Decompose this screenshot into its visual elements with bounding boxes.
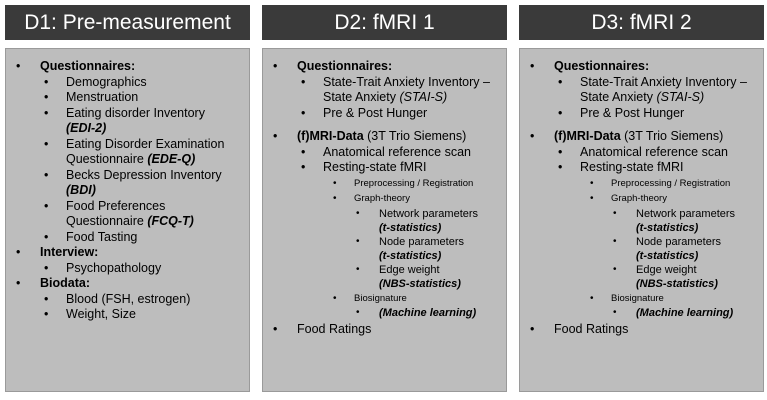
list-item [40, 230, 245, 246]
list-item [323, 176, 502, 192]
list-item [554, 75, 759, 106]
item-label: Biosignature [611, 292, 664, 304]
item-label: Graph-theory [611, 193, 667, 204]
section-label: (f)MRI-Data [554, 129, 621, 143]
column-d2 [262, 5, 507, 392]
item-abbr: (FCQ-T) [147, 214, 194, 228]
list-item [611, 306, 759, 320]
panel-d2 [262, 48, 507, 392]
section-mri [526, 129, 759, 320]
item-abbr: (t-statistics) [379, 221, 442, 234]
list-item [40, 90, 245, 106]
item-abbr: (EDE-Q) [147, 152, 196, 166]
list-item [40, 137, 245, 168]
item-label: Blood (FSH, estrogen) [66, 291, 191, 306]
item-abbr: (t-statistics) [636, 221, 699, 234]
list-item [40, 199, 245, 230]
item-label: Pre & Post Hunger [580, 105, 685, 120]
item-abbr: (NBS-statistics) [379, 277, 461, 290]
list-item [580, 191, 759, 291]
item-label: Preprocessing / Registration [611, 177, 731, 189]
item-label: Food Tasting [66, 229, 138, 244]
list-item [40, 261, 245, 277]
item-abbr: (STAI-S) [399, 90, 448, 104]
list-item [297, 106, 502, 122]
item-label: Food Preferences Questionnaire [66, 198, 166, 228]
section-label: Questionnaires: [40, 59, 136, 73]
item-label: State-Trait Anxiety Inventory – State Anxiety [580, 74, 747, 104]
item-label: Becks Depression Inventory [66, 167, 222, 182]
list-item [40, 292, 245, 308]
item-abbr: (t-statistics) [636, 249, 699, 262]
list-item [40, 106, 245, 137]
header-d3: D3: fMRI 2 [519, 5, 764, 40]
list-item [611, 235, 759, 263]
section-questionnaires [526, 59, 759, 121]
item-abbr: (STAI-S) [656, 90, 705, 104]
list-item [554, 145, 759, 161]
section-questionnaires [269, 59, 502, 121]
item-label: Resting-state fMRI [323, 160, 427, 174]
item-label: Node parameters [636, 235, 721, 248]
item-label: Demographics [66, 74, 147, 89]
item-label: Preprocessing / Registration [354, 177, 474, 189]
item-label: Network parameters [636, 207, 736, 220]
item-abbr: (EDI-2) [66, 121, 107, 135]
list-item [611, 263, 759, 291]
list-item [297, 75, 502, 106]
item-label: Resting-state fMRI [580, 160, 684, 174]
item-label: Menstruation [66, 90, 139, 104]
list-item [354, 235, 502, 263]
column-d3 [519, 5, 764, 392]
header-d1: D1: Pre-measurement [5, 5, 250, 40]
item-abbr: (BDI) [66, 183, 96, 197]
panel-d1 [5, 48, 250, 392]
item-label: Biosignature [354, 292, 407, 304]
item-label: Edge weight [636, 263, 697, 276]
section-sublabel: (3T Trio Siemens) [363, 129, 467, 143]
list-item [40, 307, 245, 323]
column-d1 [5, 5, 250, 392]
section-questionnaires [12, 59, 245, 245]
panel-d3 [519, 48, 764, 392]
list-item [40, 75, 245, 91]
item-label: Pre & Post Hunger [323, 105, 428, 120]
list-item [554, 106, 759, 122]
list-item [323, 191, 502, 291]
list-item [611, 207, 759, 235]
section-food-ratings [526, 322, 759, 338]
section-label: Interview: [40, 245, 99, 259]
section-food-ratings [269, 322, 502, 338]
list-item [354, 207, 502, 235]
section-sublabel: (3T Trio Siemens) [620, 129, 724, 143]
header-d2: D2: fMRI 1 [262, 5, 507, 40]
item-label: Weight, Size [66, 307, 136, 321]
section-interview [12, 245, 245, 276]
item-abbr: (NBS-statistics) [636, 277, 718, 290]
section-mri [269, 129, 502, 320]
item-label: Eating disorder Inventory [66, 105, 205, 120]
list-item [323, 291, 502, 321]
list-item [580, 176, 759, 192]
item-abbr: (Machine learning) [379, 307, 477, 319]
item-label: Edge weight [379, 263, 440, 276]
item-label: Anatomical reference scan [323, 144, 471, 159]
list-item [554, 160, 759, 320]
list-item [297, 145, 502, 161]
item-abbr: (Machine learning) [636, 307, 734, 319]
section-label: Food Ratings [297, 322, 372, 336]
section-label: Food Ratings [554, 322, 629, 336]
item-abbr: (t-statistics) [379, 249, 442, 262]
section-label: Questionnaires: [297, 59, 393, 73]
list-item [354, 263, 502, 291]
list-item [354, 306, 502, 320]
item-label: Psychopathology [66, 260, 162, 275]
item-label: State-Trait Anxiety Inventory – State Anxiety [323, 74, 490, 104]
list-item [297, 160, 502, 320]
item-label: Node parameters [379, 235, 464, 248]
item-label: Anatomical reference scan [580, 144, 728, 159]
section-label: Biodata: [40, 276, 90, 290]
section-label: (f)MRI-Data [297, 129, 364, 143]
list-item [580, 291, 759, 321]
item-label: Graph-theory [354, 193, 410, 204]
section-biodata [12, 276, 245, 323]
item-label: Eating Disorder Examination Questionnaire [66, 136, 225, 166]
item-label: Network parameters [379, 207, 479, 220]
list-item [40, 168, 245, 199]
section-label: Questionnaires: [554, 59, 650, 73]
